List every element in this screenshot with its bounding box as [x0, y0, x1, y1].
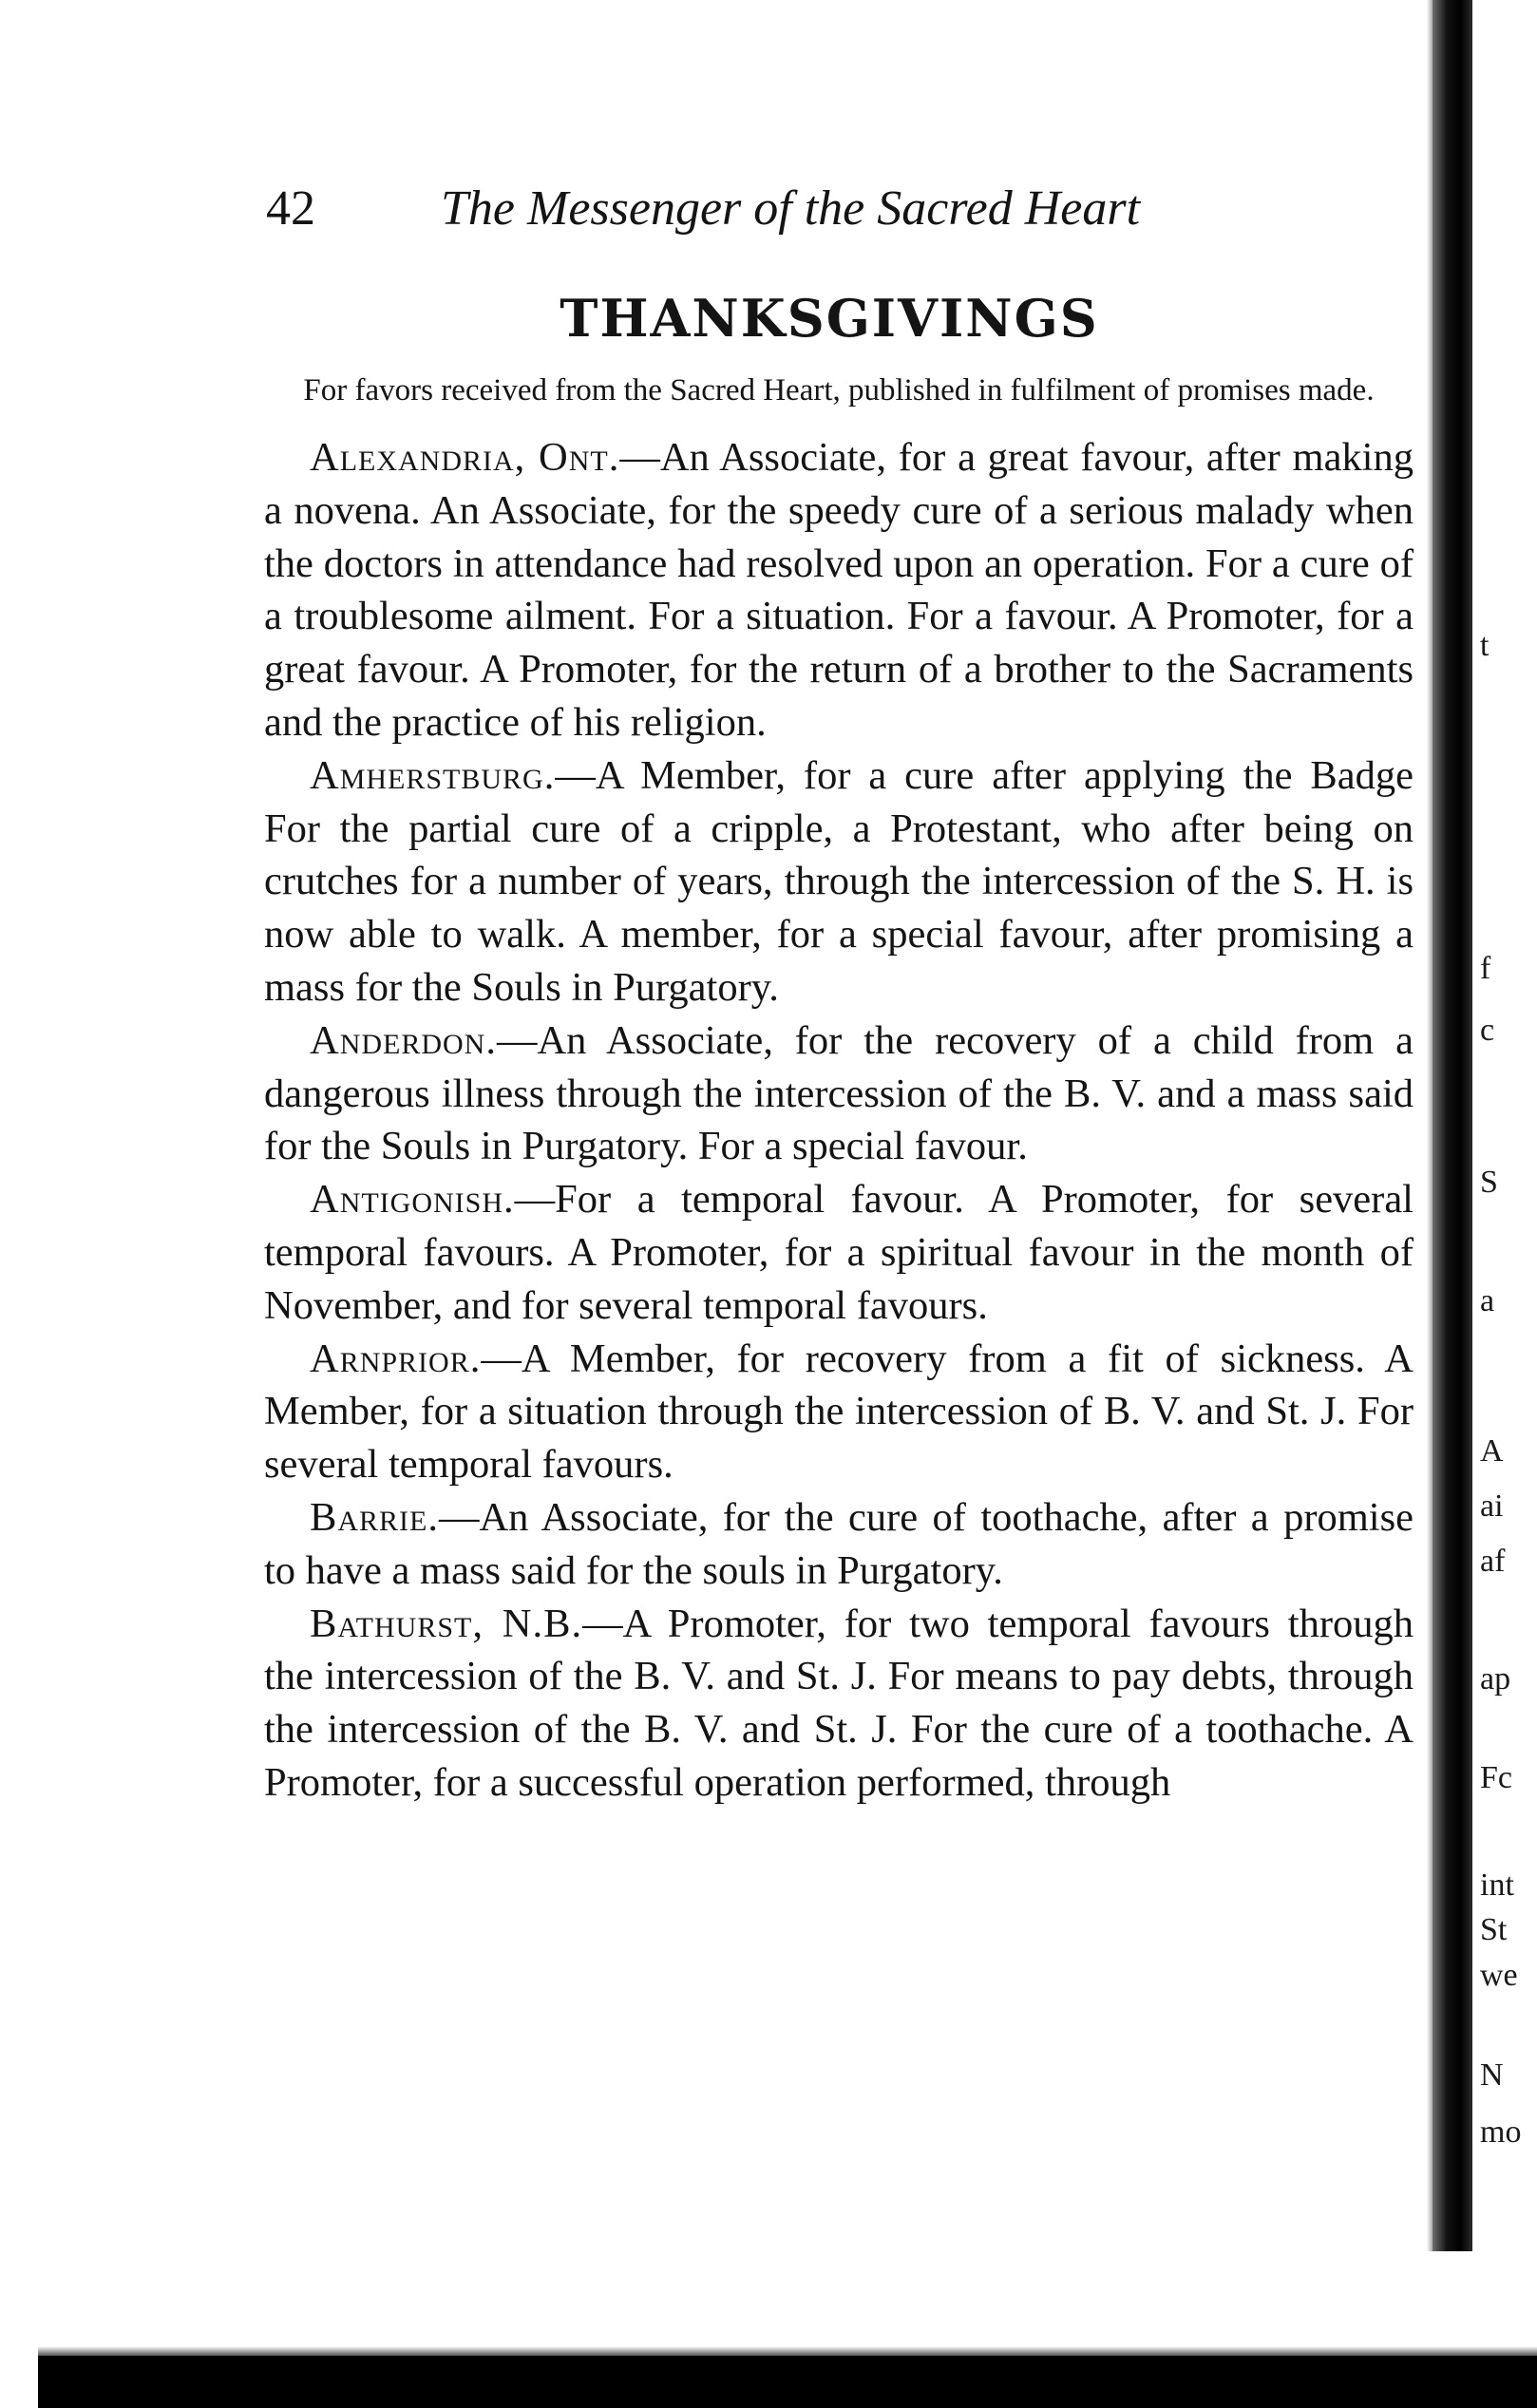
entry-place: Amherstburg.: [310, 752, 556, 798]
journal-title: The Messenger of the Sacred Heart: [441, 181, 1141, 236]
section-subtitle: For favors received from the Sacred Heart, published in fulfilment of promises made.: [303, 373, 1375, 408]
entry-text: —A Promoter, for two temporal favours through the intercession of the B. V. and St. J. For means to pay debts, through the intercession of the B. V. and St. J. For the cure of a toothache. A Promoter, for a successful operation performed, through: [264, 1601, 1414, 1805]
facing-page-fragment: we: [1480, 1958, 1518, 1993]
entry-place: Alexandria, Ont.: [310, 435, 620, 480]
entry-text: —A Member, for a cure after applying the Badge For the partial cure of a cripple, a Protestant, who after being on crutches for a number of years, through the intercession of the S. H. is now able to walk. A member, for a special favour, after promising a mass for the Souls in Purgatory.: [264, 752, 1414, 1010]
entry-place: Anderdon.: [310, 1017, 497, 1063]
facing-page-fragment: N: [1480, 2057, 1504, 2093]
facing-page-fragment: int: [1480, 1868, 1514, 1903]
facing-page-fragment: c: [1480, 1013, 1495, 1048]
facing-page-fragment: mo: [1480, 2114, 1522, 2150]
facing-page-strip: [1476, 0, 1537, 2251]
facing-page-fragment: ap: [1480, 1661, 1511, 1697]
entry-barrie: [264, 1491, 1414, 1598]
entry-text: —An Associate, for the recovery of a child from a dangerous illness through the intercession of the B. V. and a mass said for the Souls in Purgatory. For a special favour.: [264, 1017, 1414, 1169]
page-text-block: [264, 171, 1414, 1810]
section-heading: THANKSGIVINGS: [560, 288, 1099, 349]
entry-text: —An Associate, for the cure of toothache, after a promise to have a mass said for the souls in Purgatory.: [264, 1494, 1414, 1593]
facing-page-fragment: S: [1480, 1165, 1498, 1200]
entry-bathurst: [264, 1598, 1414, 1810]
entry-text: —A Member, for recovery from a fit of sickness. A Member, for a situation through the intercession of B. V. and St. J. For several temporal favours.: [264, 1336, 1414, 1488]
entry-alexandria: [264, 431, 1414, 749]
entry-place: Arnprior.: [310, 1336, 482, 1381]
running-head: [264, 171, 1414, 247]
bottom-page-edge: [38, 2356, 1537, 2408]
entry-arnprior: [264, 1333, 1414, 1491]
entry-text: —An Associate, for a great favour, after making a novena. An Associate, for the speedy cure of a serious malady when the doctors in attendance had resolved upon an operation. For a cure of a troublesome ailment. For a situation. For a favour. A Promoter, for a great favour. A Promoter, for the return of a brother to the Sacraments and the practice of his religion.: [264, 435, 1414, 745]
entry-antigonish: [264, 1173, 1414, 1332]
entry-place: Bathurst, N.B.: [310, 1601, 583, 1646]
facing-page-fragment: Fc: [1480, 1760, 1512, 1795]
entry-anderdon: [264, 1014, 1414, 1173]
entry-amherstburg: [264, 749, 1414, 1014]
facing-page-fragment: ai: [1480, 1488, 1504, 1524]
thanksgiving-entries: [264, 431, 1414, 1810]
facing-page-fragment: A: [1480, 1433, 1504, 1469]
facing-page-fragment: a: [1480, 1283, 1495, 1318]
facing-page-fragment: f: [1480, 951, 1491, 986]
entry-text: —For a temporal favour. A Promoter, for several temporal favours. A Promoter, for a spiritual favour in the month of November, and for several temporal favours.: [264, 1177, 1414, 1328]
entry-place: Antigonish.: [310, 1177, 515, 1223]
binding-gutter: [1433, 0, 1472, 2251]
page-number: 42: [266, 181, 315, 236]
facing-page-fragment: t: [1480, 628, 1490, 663]
entry-place: Barrie.: [310, 1494, 439, 1540]
facing-page-fragment: af: [1480, 1544, 1506, 1579]
facing-page-fragment: St: [1480, 1912, 1508, 1947]
